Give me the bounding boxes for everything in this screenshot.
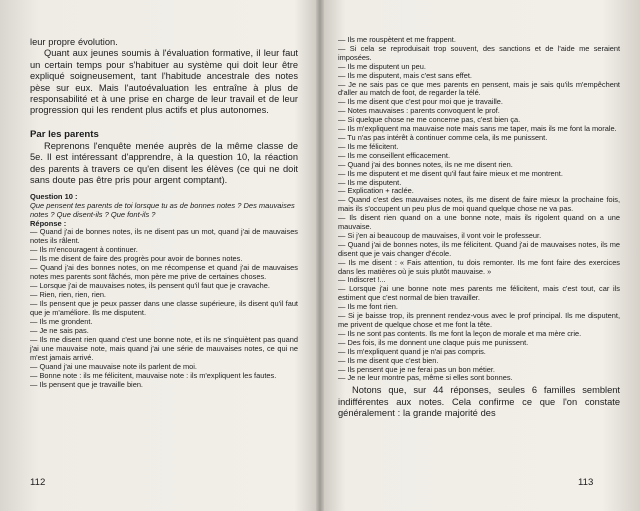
answer-item: — Ils me grondent. bbox=[30, 317, 93, 326]
intro-line: leur propre évolution. bbox=[30, 37, 118, 47]
answer-item: — Si je baisse trop, ils prennent rendez-vous avec le prof principal. Ils me disputent, me privent de quelque chose et me font la tête. bbox=[338, 311, 620, 329]
answer-item: — Ils me disent que c'est pour moi que je travaille. bbox=[338, 97, 503, 107]
answer-item: — Quand c'est des mauvaises notes, ils me disent de faire mieux la prochaine fois, mais ils s'occupent un peu plus de moi quand quelque chose ne va pas. bbox=[338, 195, 620, 214]
answer-item: — Explication + raclée. bbox=[338, 186, 414, 196]
answer-item: — Ils me disent de faire des progrès pour avoir de bonnes notes. bbox=[30, 254, 243, 264]
answer-item: — Ils me disputent, mais c'est sans effet. bbox=[338, 70, 472, 80]
left-page-column bbox=[30, 37, 298, 390]
answer-item: — Ils me disputent un peu. bbox=[338, 61, 426, 71]
answer-label: Réponse : bbox=[30, 219, 67, 229]
answer-item: — Je ne sais pas. bbox=[30, 325, 89, 335]
answer-item: — Notes mauvaises : parents convoquent le prof. bbox=[338, 106, 500, 116]
answer-item: — Si cela se reproduisait trop souvent, des sanctions et de l'aide me seraient imposées. bbox=[338, 43, 620, 62]
answer-item: — Ils me disent que c'est bien. bbox=[338, 355, 439, 365]
question-label: Question 10 : bbox=[30, 192, 78, 202]
left-page bbox=[0, 0, 316, 511]
paragraph-evaluation: Quant aux jeunes soumis à l'évaluation formative, il leur faut un certain temps pour s'habituer au système qui doit leur être expliqué soigneusement, tant l'habitude ancestrale des notes pèse sur eux. Mais l'autoévaluation les entraîne à plus de responsabilité et à une prise en charge de leur travail et de leur progression qui les rendent plus actifs et plus autonomes. bbox=[30, 48, 298, 116]
answer-item: — Ils pensent que je ne ferai pas un bon métier. bbox=[338, 364, 495, 374]
answer-item: — Lorsque j'ai une bonne note mes parents me félicitent, mais c'est tout, car ils estiment que c'est normal de bien travailler. bbox=[338, 284, 620, 303]
answer-item: — Quand j'ai une mauvaise note ils parlent de moi. bbox=[30, 361, 197, 371]
paragraph-parents: Reprenons l'enquête menée auprès de la même classe de 5e. Il est intéressant d'apprendre, à la question 10, la réaction des parents à travers ce qu'en disent les élèves (ce qui ne doit sans doute pas être pris pour argent comptant). bbox=[30, 140, 298, 186]
answer-item: — Ils me félicitent. bbox=[338, 141, 399, 151]
closing-paragraph: Notons que, sur 44 réponses, seules 6 familles semblent indifférentes aux notes. Cela confirme ce que l'on constate généralement : la grande majorité des bbox=[338, 385, 620, 418]
answer-item: — Bonne note : ils me félicitent, mauvaise note : ils m'expliquent les fautes. bbox=[30, 370, 277, 380]
answer-item: — Ils me disputent et me disent qu'il faut faire mieux et me montrent. bbox=[338, 168, 563, 178]
answer-item: — Ils m'encouragent à continuer. bbox=[30, 245, 138, 255]
answer-item: — Ils m'expliquent ma mauvaise note mais sans me taper, mais ils me font la morale. bbox=[338, 124, 617, 134]
answer-item: — Ils ne sont pas contents. Ils me font la leçon de morale et ma mère crie. bbox=[338, 328, 582, 338]
answer-item: — Des fois, ils me donnent une claque puis me punissent. bbox=[338, 337, 529, 347]
book-gutter bbox=[316, 0, 324, 511]
answer-item: — Ils me font rien. bbox=[338, 302, 398, 312]
answer-item: — Ils me disent : « Fais attention, tu dois remonter. Ils me font faire des exercices dans les matières où je suis plutôt mauvaise. » bbox=[338, 257, 620, 276]
page-number-left: 112 bbox=[30, 477, 46, 488]
answer-item: — Ils me disent rien quand c'est une bonne note, et ils ne s'inquiètent pas quand j'ai une mauvaise note, mais quand j'ai une série de mauvaises notes, ce qui ne m'est jamais arrivé. bbox=[30, 334, 298, 362]
answer-item: — Lorsque j'ai de mauvaises notes, ils pensent qu'il faut que je cravache. bbox=[30, 281, 270, 291]
answer-item: — Rien, rien, rien, rien. bbox=[30, 290, 106, 300]
page-number-right: 113 bbox=[578, 477, 594, 488]
answer-item: — Ils me disputent. bbox=[338, 177, 402, 187]
answer-item: — Ils pensent que je travaille bien. bbox=[30, 379, 143, 389]
answer-item: — Ils disent rien quand on a une bonne note, mais ils rigolent quand on a une mauvaise. bbox=[338, 213, 620, 232]
question-text: Que pensent tes parents de toi lorsque tu as de bonnes notes ? Des mauvaises notes ? Que disent-ils ? Que font-ils ? bbox=[30, 201, 295, 220]
answer-item: — Ils me rouspètent et me frappent. bbox=[338, 35, 456, 44]
answer-list-left bbox=[30, 228, 298, 389]
section-title: Par les parents bbox=[30, 128, 99, 140]
answer-item: — Je ne sais pas ce que mes parents en pensent, mais je sais qu'ils m'empêchent d'aller au match de foot, de regarder la télé. bbox=[338, 79, 620, 98]
answer-item: — Ils me conseillent efficacement. bbox=[338, 150, 451, 160]
answer-item: — Quand j'ai de bonnes notes, ils ne disent pas un mot, quand j'ai de mauvaises notes ils râlent. bbox=[30, 227, 298, 246]
right-page bbox=[324, 0, 640, 511]
answer-item: — Si j'en ai beaucoup de mauvaises, il vont voir le professeur. bbox=[338, 230, 542, 240]
answer-list-right bbox=[338, 36, 620, 383]
answer-item: — Ils pensent que je peux passer dans une classe supérieure, ils disent qu'il faut que je m'améliore. Ils me disputent. bbox=[30, 299, 298, 318]
answer-item: — Je ne leur montre pas, même si elles sont bonnes. bbox=[338, 373, 513, 383]
right-page-column bbox=[338, 36, 620, 419]
answer-item: — Ils m'expliquent quand je n'ai pas compris. bbox=[338, 346, 486, 356]
answer-item: — Tu n'as pas intérêt à continuer comme cela, ils me punissent. bbox=[338, 132, 548, 142]
answer-item: — Indiscret !... bbox=[338, 275, 386, 285]
answer-item: — Quand j'ai de bonnes notes, ils me félicitent. Quand j'ai de mauvaises notes, ils me disent que je vais changer d'école. bbox=[338, 239, 620, 258]
answer-item: — Quand j'ai des bonnes notes, ils ne me disent rien. bbox=[338, 159, 513, 169]
answer-item: — Quand j'ai des bonnes notes, on me récompense et quand j'ai de mauvaises notes mes parents sont fâchés, mon père me prive de certaines choses. bbox=[30, 263, 298, 282]
answer-item: — Si quelque chose ne me concerne pas, c'est bien ça. bbox=[338, 115, 521, 125]
